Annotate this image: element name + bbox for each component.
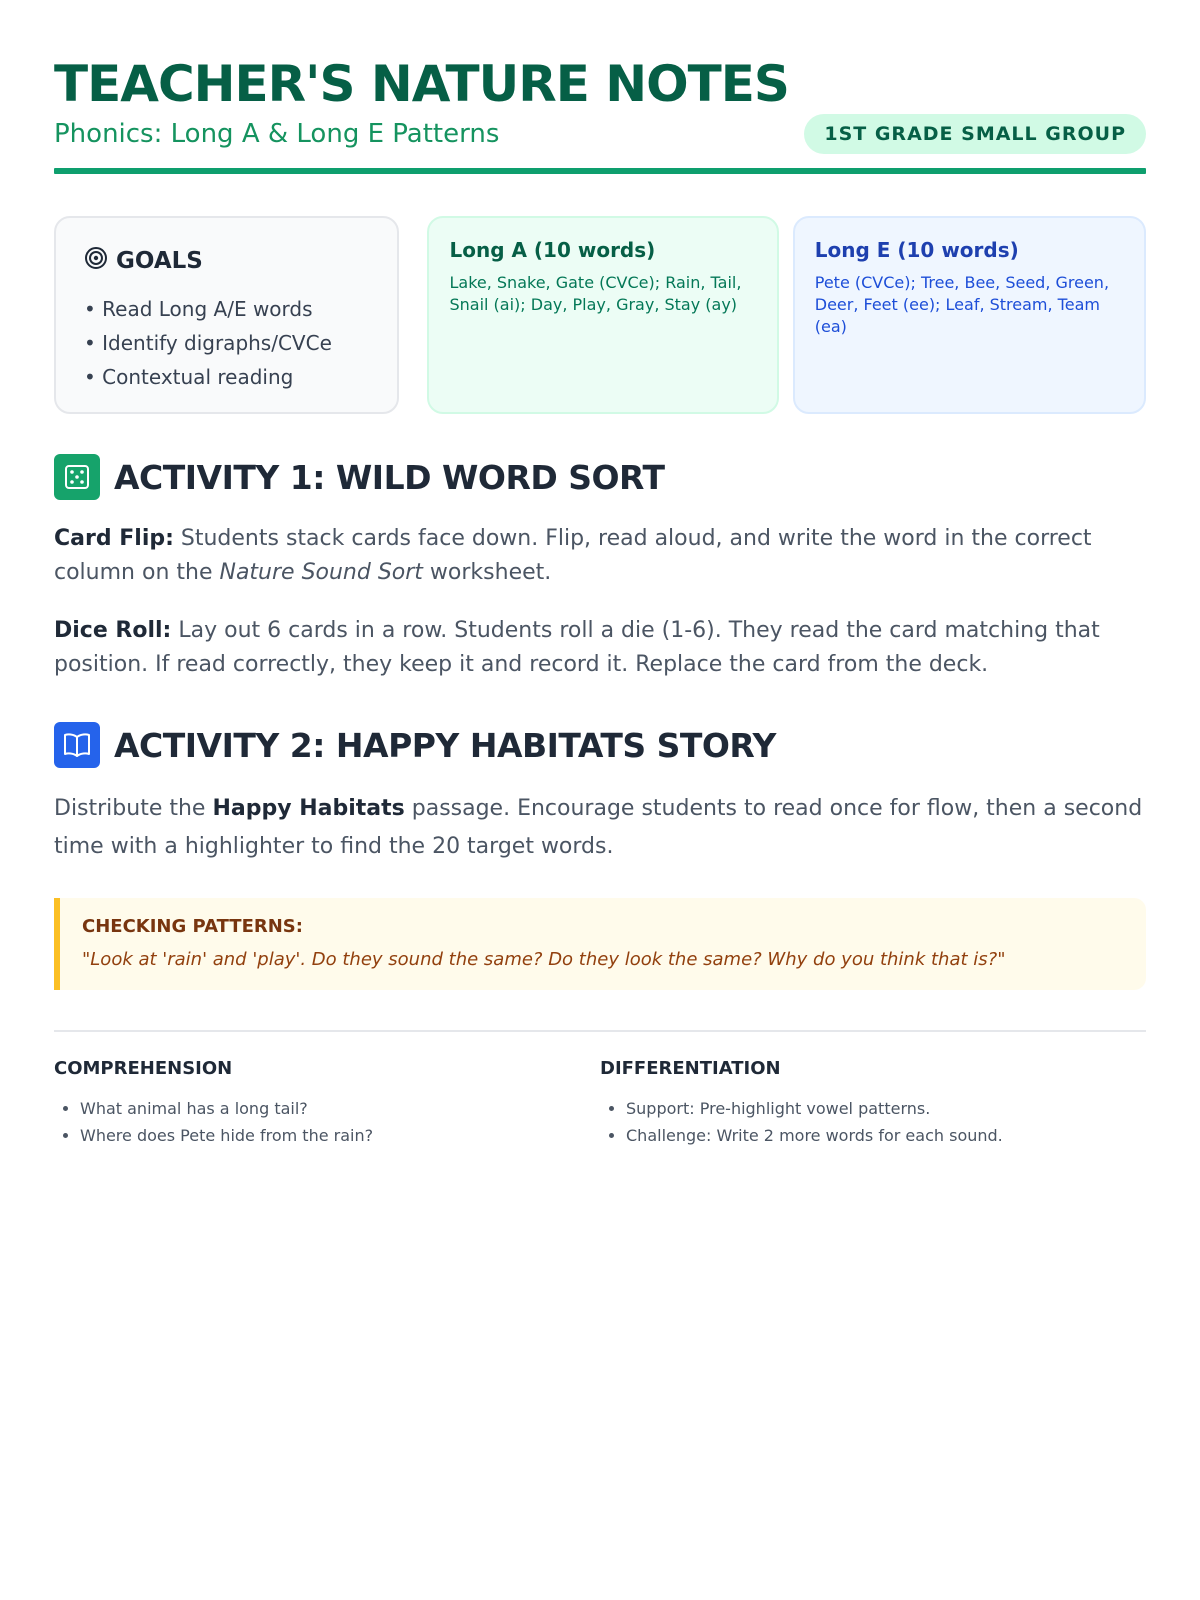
- section-divider: [54, 1030, 1146, 1032]
- long-a-words: Lake, Snake, Gate (CVCe); Rain, Tail, Snail (ai); Day, Play, Gray, Stay (ay): [449, 273, 742, 314]
- differentiation-list: [600, 1095, 1146, 1149]
- goal-item: • Read Long A/E words: [84, 292, 369, 326]
- long-e-words: Pete (CVCe); Tree, Bee, Seed, Green, Deer, Feet (ee); Leaf, Stream, Team (ea): [814, 273, 1110, 336]
- comprehension-title: COMPREHENSION: [54, 1058, 233, 1079]
- goals-heading-label: GOALS: [116, 248, 203, 274]
- summary-cards: [54, 216, 1146, 414]
- card-flip-paragraph: [54, 522, 1146, 590]
- callout-heading: CHECKING PATTERNS:: [82, 916, 303, 937]
- goal-item: • Contextual reading: [84, 360, 369, 394]
- header-divider: [54, 168, 1146, 174]
- long-e-card: [793, 216, 1146, 414]
- comprehension-column: [54, 1058, 600, 1149]
- comprehension-list: [54, 1095, 600, 1149]
- goals-card: [54, 216, 399, 414]
- goal-item: • Identify digraphs/CVCe: [84, 326, 369, 360]
- book-icon: [54, 722, 100, 768]
- story-paragraph: [54, 790, 1146, 866]
- list-item: • Where does Pete hide from the rain?: [80, 1122, 600, 1149]
- long-a-title: Long A (10 words): [449, 238, 656, 262]
- goals-heading: [84, 246, 369, 276]
- activity2-title: ACTIVITY 2: HAPPY HABITATS STORY: [114, 725, 776, 765]
- story-text-a: Distribute the: [54, 796, 213, 821]
- long-e-title: Long E (10 words): [814, 238, 1019, 262]
- differentiation-column: [600, 1058, 1146, 1149]
- list-item: • What animal has a long tail?: [80, 1095, 600, 1122]
- passage-name: Happy Habitats: [212, 796, 405, 821]
- card-flip-text-b: worksheet.: [422, 560, 552, 585]
- dice-icon: [54, 454, 100, 500]
- dice-roll-paragraph: [54, 614, 1146, 682]
- dice-roll-text: Lay out 6 cards in a row. Students roll a die (1-6). They read the card matching that position. If read correctly, they keep it and record it. Replace the card from the deck.: [54, 618, 1100, 677]
- activity1-title: ACTIVITY 1: WILD WORD SORT: [114, 457, 665, 497]
- long-a-card: [427, 216, 778, 414]
- page-subtitle: Phonics: Long A & Long E Patterns: [54, 119, 500, 149]
- card-flip-text-a: Students stack cards face down. Flip, read aloud, and write the word in the correct column on the: [54, 526, 1092, 585]
- card-flip-label: Card Flip:: [54, 526, 174, 551]
- page-title: TEACHER'S NATURE NOTES: [54, 55, 789, 113]
- activity1-heading: [54, 454, 1146, 500]
- grade-badge: 1ST GRADE SMALL GROUP: [804, 114, 1146, 154]
- activity2-heading: [54, 722, 1146, 768]
- bottom-columns: [54, 1058, 1146, 1149]
- list-item: • Support: Pre-highlight vowel patterns.: [626, 1095, 1146, 1122]
- goals-list: [84, 292, 369, 394]
- dice-roll-label: Dice Roll:: [54, 618, 172, 643]
- story-text-b: passage. Encourage students to read once for flow, then a second time with a highlighter to find the 20 target words.: [54, 796, 1143, 859]
- callout-quote: "Look at 'rain' and 'play'. Do they sound the same? Do they look the same? Why do you think that is?": [82, 949, 1006, 970]
- worksheet-name: Nature Sound Sort: [219, 560, 423, 585]
- target-icon: [84, 246, 108, 276]
- differentiation-title: DIFFERENTIATION: [600, 1058, 781, 1079]
- checking-patterns-callout: [54, 898, 1146, 990]
- subtitle-row: [54, 114, 1146, 154]
- list-item: • Challenge: Write 2 more words for each sound.: [626, 1122, 1146, 1149]
